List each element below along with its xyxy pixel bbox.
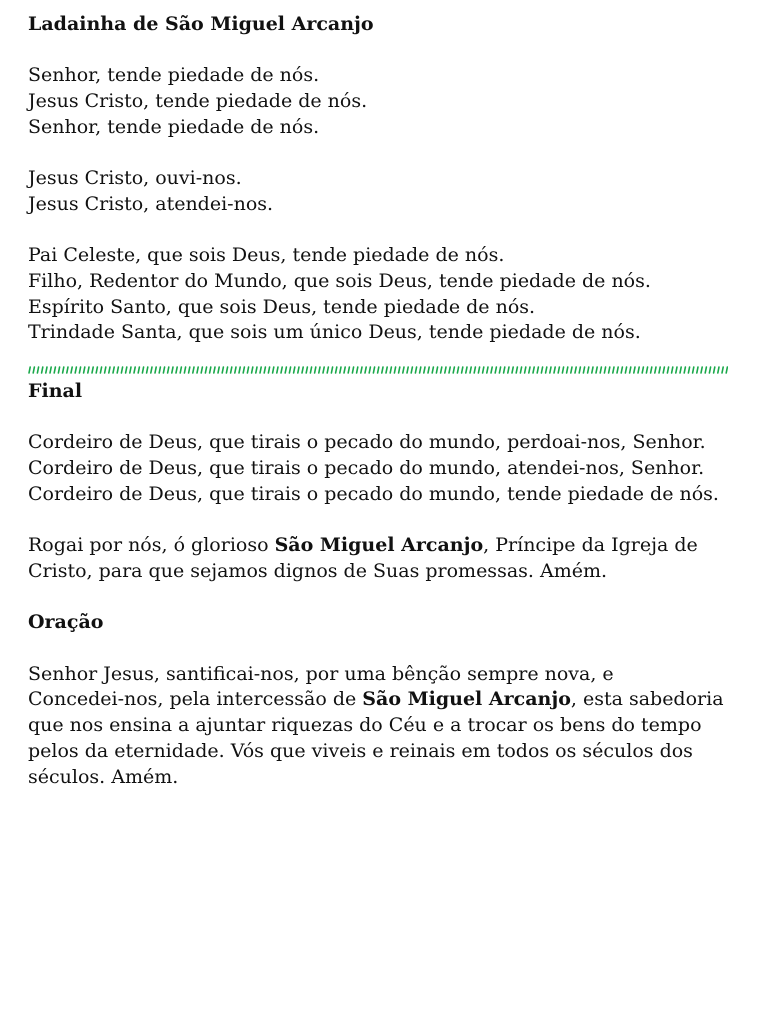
rogai-line-2: Cristo, para que sejamos dignos de Suas promessas. Amém. bbox=[28, 559, 608, 582]
divider-tick bbox=[88, 367, 89, 373]
divider-tick bbox=[709, 367, 710, 373]
divider-tick bbox=[466, 367, 467, 373]
divider-tick bbox=[46, 367, 47, 373]
divider-tick bbox=[218, 367, 219, 373]
divider-tick bbox=[432, 367, 433, 373]
divider-tick bbox=[449, 367, 450, 373]
divider-tick bbox=[268, 367, 269, 373]
divider-tick bbox=[457, 367, 458, 373]
divider-tick bbox=[613, 367, 614, 373]
divider-tick bbox=[491, 367, 492, 373]
divider-tick bbox=[37, 367, 38, 373]
divider-tick bbox=[638, 367, 639, 373]
divider-tick bbox=[688, 367, 689, 373]
divider-tick bbox=[344, 367, 345, 373]
divider-tick bbox=[546, 367, 547, 373]
divider-tick bbox=[361, 367, 362, 373]
divider-tick bbox=[243, 367, 244, 373]
divider-tick-pattern bbox=[28, 363, 728, 379]
divider-tick bbox=[722, 367, 723, 373]
divider-tick bbox=[520, 367, 521, 373]
divider-tick bbox=[705, 367, 706, 373]
divider-tick bbox=[71, 367, 72, 373]
divider-tick bbox=[588, 367, 589, 373]
divider-tick bbox=[571, 367, 572, 373]
divider-tick bbox=[42, 367, 43, 373]
divider-tick bbox=[252, 367, 253, 373]
divider-tick bbox=[407, 367, 408, 373]
rogai-text-post: , Príncipe da Igreja de bbox=[483, 534, 698, 557]
divider-tick bbox=[415, 367, 416, 373]
divider-tick bbox=[701, 367, 702, 373]
divider-tick bbox=[651, 367, 652, 373]
divider-tick bbox=[390, 367, 391, 373]
spacer bbox=[28, 405, 740, 431]
divider-tick bbox=[33, 367, 34, 373]
divider-tick bbox=[306, 367, 307, 373]
divider-tick bbox=[617, 367, 618, 373]
divider-tick bbox=[75, 367, 76, 373]
divider-tick bbox=[256, 367, 257, 373]
agnus-dei-paragraph bbox=[28, 430, 740, 507]
divider-tick bbox=[189, 367, 190, 373]
divider-tick bbox=[310, 367, 311, 373]
divider-tick bbox=[336, 367, 337, 373]
divider-tick bbox=[100, 367, 101, 373]
divider-tick bbox=[147, 367, 148, 373]
divider-tick bbox=[642, 367, 643, 373]
divider-tick bbox=[357, 367, 358, 373]
oracao-line-5: séculos. Amém. bbox=[28, 765, 179, 788]
trinity-line-1: Pai Celeste, que sois Deus, tende piedade de nós. bbox=[28, 244, 505, 267]
christe-paragraph bbox=[28, 166, 740, 217]
divider-tick bbox=[54, 367, 55, 373]
divider-tick bbox=[264, 367, 265, 373]
divider-tick bbox=[184, 367, 185, 373]
divider-tick bbox=[113, 367, 114, 373]
divider-tick bbox=[516, 367, 517, 373]
divider-tick bbox=[575, 367, 576, 373]
divider-tick bbox=[382, 367, 383, 373]
divider-tick bbox=[399, 367, 400, 373]
divider-tick bbox=[163, 367, 164, 373]
divider-tick bbox=[168, 367, 169, 373]
document-title: Ladainha de São Miguel Arcanjo bbox=[28, 13, 374, 35]
divider-tick bbox=[281, 367, 282, 373]
divider-tick bbox=[592, 367, 593, 373]
divider-tick bbox=[621, 367, 622, 373]
divider-tick bbox=[583, 367, 584, 373]
kyrie-line-3: Senhor, tende piedade de nós. bbox=[28, 115, 320, 138]
divider-tick bbox=[600, 367, 601, 373]
divider-tick bbox=[445, 367, 446, 373]
divider-tick bbox=[441, 367, 442, 373]
divider-tick bbox=[495, 367, 496, 373]
divider-tick bbox=[411, 367, 412, 373]
divider-tick bbox=[676, 367, 677, 373]
divider-tick bbox=[201, 367, 202, 373]
oracao-line-3: que nos ensina a ajuntar riquezas do Céu e a trocar os bens do tempo bbox=[28, 714, 702, 737]
divider-tick bbox=[197, 367, 198, 373]
rogai-line-1 bbox=[28, 533, 740, 559]
divider-tick bbox=[247, 367, 248, 373]
agnus-dei-line-1: Cordeiro de Deus, que tirais o pecado do mundo, perdoai-nos, Senhor. bbox=[28, 431, 706, 454]
divider-tick bbox=[726, 367, 727, 373]
divider-tick bbox=[121, 367, 122, 373]
spacer bbox=[28, 636, 740, 662]
divider-tick bbox=[176, 367, 177, 373]
divider-tick bbox=[499, 367, 500, 373]
divider-tick bbox=[693, 367, 694, 373]
divider-tick bbox=[634, 367, 635, 373]
agnus-dei-line-3: Cordeiro de Deus, que tirais o pecado do mundo, tende piedade de nós. bbox=[28, 482, 719, 505]
divider-tick bbox=[289, 367, 290, 373]
divider-tick bbox=[504, 367, 505, 373]
divider-tick bbox=[180, 367, 181, 373]
divider-tick bbox=[386, 367, 387, 373]
divider-tick bbox=[273, 367, 274, 373]
trinity-line-4: Trindade Santa, que sois um único Deus, tende piedade de nós. bbox=[28, 321, 641, 344]
divider-tick bbox=[508, 367, 509, 373]
kyrie-paragraph bbox=[28, 63, 740, 140]
divider-tick bbox=[348, 367, 349, 373]
divider-tick bbox=[487, 367, 488, 373]
divider-tick bbox=[352, 367, 353, 373]
divider-tick bbox=[378, 367, 379, 373]
divider-tick bbox=[483, 367, 484, 373]
christe-line-2: Jesus Cristo, atendei-nos. bbox=[28, 192, 274, 215]
divider-tick bbox=[562, 367, 563, 373]
divider-tick bbox=[428, 367, 429, 373]
kyrie-line-1: Senhor, tende piedade de nós. bbox=[28, 64, 320, 87]
document-page bbox=[28, 12, 740, 790]
divider-tick bbox=[323, 367, 324, 373]
divider-tick bbox=[319, 367, 320, 373]
divider-tick bbox=[205, 367, 206, 373]
rogai-paragraph bbox=[28, 533, 740, 584]
divider-tick bbox=[424, 367, 425, 373]
divider-tick bbox=[117, 367, 118, 373]
divider-tick bbox=[63, 367, 64, 373]
divider-tick bbox=[214, 367, 215, 373]
divider-tick bbox=[126, 367, 127, 373]
final-heading: Final bbox=[28, 380, 83, 403]
divider-tick bbox=[567, 367, 568, 373]
divider-tick bbox=[235, 367, 236, 373]
divider-tick bbox=[646, 367, 647, 373]
divider-tick bbox=[541, 367, 542, 373]
divider-tick bbox=[340, 367, 341, 373]
divider-tick bbox=[655, 367, 656, 373]
christe-line-1: Jesus Cristo, ouvi-nos. bbox=[28, 167, 242, 190]
divider-tick bbox=[222, 367, 223, 373]
divider-tick bbox=[436, 367, 437, 373]
divider-tick bbox=[403, 367, 404, 373]
divider-tick bbox=[294, 367, 295, 373]
divider-tick bbox=[625, 367, 626, 373]
divider-tick bbox=[193, 367, 194, 373]
divider-tick bbox=[537, 367, 538, 373]
divider-tick bbox=[315, 367, 316, 373]
divider-tick bbox=[684, 367, 685, 373]
divider-tick bbox=[663, 367, 664, 373]
divider-tick bbox=[285, 367, 286, 373]
divider-tick bbox=[659, 367, 660, 373]
divider-tick bbox=[718, 367, 719, 373]
divider-tick bbox=[327, 367, 328, 373]
divider-tick bbox=[96, 367, 97, 373]
rogai-text-pre: Rogai por nós, ó glorioso bbox=[28, 534, 275, 557]
divider-tick bbox=[155, 367, 156, 373]
divider-tick bbox=[697, 367, 698, 373]
oracao-saint-name: São Miguel Arcanjo bbox=[362, 688, 571, 711]
divider-tick bbox=[29, 367, 30, 373]
oracao-paragraph bbox=[28, 662, 740, 791]
divider-tick bbox=[58, 367, 59, 373]
divider-tick bbox=[226, 367, 227, 373]
divider-tick bbox=[302, 367, 303, 373]
spacer bbox=[28, 38, 740, 64]
trinity-paragraph bbox=[28, 243, 740, 346]
divider-tick bbox=[453, 367, 454, 373]
trinity-line-2: Filho, Redentor do Mundo, que sois Deus, tende piedade de nós. bbox=[28, 269, 651, 292]
divider-tick bbox=[525, 367, 526, 373]
divider-tick bbox=[260, 367, 261, 373]
divider-tick bbox=[67, 367, 68, 373]
divider-tick bbox=[151, 367, 152, 373]
rogai-saint-name: São Miguel Arcanjo bbox=[274, 534, 484, 557]
divider-tick bbox=[680, 367, 681, 373]
divider-tick bbox=[470, 367, 471, 373]
oracao-text-post: , esta sabedoria bbox=[570, 688, 724, 711]
divider-tick bbox=[533, 367, 534, 373]
divider-tick bbox=[558, 367, 559, 373]
divider-tick bbox=[462, 367, 463, 373]
divider-tick bbox=[172, 367, 173, 373]
kyrie-line-2: Jesus Cristo, tende piedade de nós. bbox=[28, 90, 368, 113]
divider-tick bbox=[373, 367, 374, 373]
divider-tick bbox=[667, 367, 668, 373]
divider-tick bbox=[369, 367, 370, 373]
divider-tick bbox=[554, 367, 555, 373]
divider-tick bbox=[210, 367, 211, 373]
oracao-line-4: pelos da eternidade. Vós que viveis e reinais em todos os séculos dos bbox=[28, 739, 693, 762]
divider-tick bbox=[550, 367, 551, 373]
divider-tick bbox=[394, 367, 395, 373]
oracao-heading: Oração bbox=[28, 611, 104, 634]
divider-tick bbox=[50, 367, 51, 373]
section-divider bbox=[28, 363, 728, 379]
divider-tick bbox=[596, 367, 597, 373]
divider-tick bbox=[420, 367, 421, 373]
divider-tick bbox=[478, 367, 479, 373]
divider-tick bbox=[277, 367, 278, 373]
divider-tick bbox=[138, 367, 139, 373]
divider-tick bbox=[512, 367, 513, 373]
divider-tick bbox=[92, 367, 93, 373]
divider-tick bbox=[604, 367, 605, 373]
divider-tick bbox=[159, 367, 160, 373]
agnus-dei-line-2: Cordeiro de Deus, que tirais o pecado do mundo, atendei-nos, Senhor. bbox=[28, 457, 705, 480]
divider-tick bbox=[239, 367, 240, 373]
divider-tick bbox=[84, 367, 85, 373]
divider-tick bbox=[134, 367, 135, 373]
divider-tick bbox=[298, 367, 299, 373]
divider-tick bbox=[130, 367, 131, 373]
trinity-line-3: Espírito Santo, que sois Deus, tende piedade de nós. bbox=[28, 295, 536, 318]
oracao-line-1: Senhor Jesus, santificai-nos, por uma bênção sempre nova, e bbox=[28, 662, 614, 685]
divider-tick bbox=[365, 367, 366, 373]
divider-tick bbox=[109, 367, 110, 373]
oracao-text-pre: Concedei-nos, pela intercessão de bbox=[28, 688, 363, 711]
divider-tick bbox=[579, 367, 580, 373]
divider-tick bbox=[529, 367, 530, 373]
divider-tick bbox=[474, 367, 475, 373]
divider-tick bbox=[142, 367, 143, 373]
oracao-line-2 bbox=[28, 687, 740, 713]
divider-tick bbox=[609, 367, 610, 373]
divider-tick bbox=[105, 367, 106, 373]
divider-tick bbox=[79, 367, 80, 373]
divider-tick bbox=[231, 367, 232, 373]
divider-tick bbox=[630, 367, 631, 373]
divider-tick bbox=[331, 367, 332, 373]
divider-tick bbox=[714, 367, 715, 373]
divider-tick bbox=[672, 367, 673, 373]
